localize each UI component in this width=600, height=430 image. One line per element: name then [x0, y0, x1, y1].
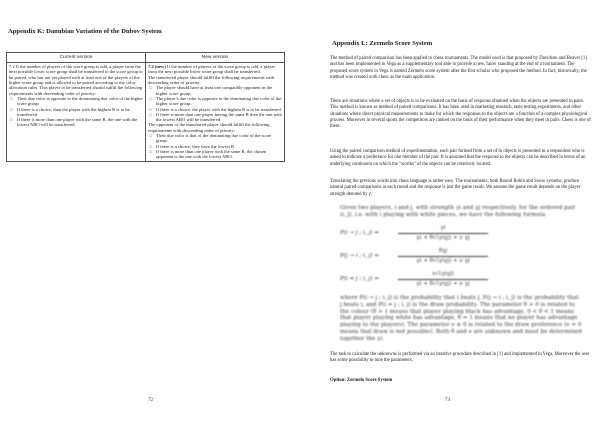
equation-loss-denominator: γi + θ√(γiγj) + ν γj — [416, 257, 470, 264]
new-rule-lead-text: If the number of players of the score group is odd, a player from the next possible lower score group shall be transferred. — [148, 64, 276, 75]
equation-win-fraction — [398, 225, 488, 242]
option-label: Option: Zermelo Score System — [330, 378, 393, 383]
rule-number: 7.2 (new) — [148, 64, 166, 70]
equation-win-numerator: γi — [398, 225, 488, 234]
paragraph-intro: The method of paired comparison has been applied to chess tournaments. The model used is that proposed by Davidson and Beaver [1] and has been implemented in Vega as a supplementary tool able to provide a new, fairer standing at the end of a tournament. The proposed score system in Vega is named Zermelo score system after the first scholar who proposed the method. In fact, historically, the method was created with chess as the main application. — [330, 56, 587, 80]
new-rule-lead — [148, 64, 282, 75]
table-header-row — [7, 53, 285, 63]
equation-loss-numerator: θγj — [398, 248, 488, 257]
list-item: □ If there is more than one player with the same R, the chosen opponent is the one with the lowest ARO. — [148, 149, 282, 160]
paragraph-method: There are situations where a set of objects is to be evaluated on the basis of response obtained when the objects are presented in pairs. This method is known as method of paired comparisons. It has been used in marketing research, taste testing experiments, and other situations where direct physical measurements to make for which the responses to the objects are a function of a complex physiological process. Moreover in several sports the competitors are ranked on the basis of their performance when they meet in pairs. Chess is one of them. — [330, 99, 591, 130]
comparison-table — [6, 52, 285, 162]
appendix-k-title: Appendix K: Danubian Variation of the Dubov System — [8, 28, 162, 35]
new-rule-bullets-a — [148, 85, 282, 122]
formula-explanation: where P(i → j ; i, j) is the probability that i beats j, P(j → i ; i, j) is the probability that j beats i, and P(i = j ; i, j) is the draw probability. The parameter θ > 0 is related to the colour (θ > 1 means that player playing black has advantage, 0 < θ < 1 means that player playing white has advantage, θ = 1 means that no player has advantage playing to the players). The parameter ν ≥ 0 is related to the draw preference (ν = 0 means that draw is not possible). Both θ and ν are unknown and must be determined together the γi. — [340, 295, 582, 342]
new-rule-bullets-b — [148, 133, 282, 159]
equation-draw-fraction — [398, 271, 488, 288]
column-header-new: New version — [146, 53, 285, 63]
list-item: □ If there is a choice, the player with the highest R is to be transferred. — [148, 107, 282, 112]
equation-win-lhs: P(i → j ; i, j) = — [340, 230, 379, 236]
equation-draw-denominator: γi + θ√(γiγj) + ν γj — [416, 280, 470, 287]
list-item: □ The player's due color is opposite to the dominating due color of the higher score group. — [148, 96, 282, 107]
equation-win-denominator: γi + θ√(γiγj) + ν γj — [416, 234, 470, 241]
formula-intro: Given two players, i and j, with strength γi and γj respectively, for the ordered pair (i, j), i.e. with i playing with white pieces, we have the following formula — [340, 205, 576, 218]
list-item: □ The player should have at least one compatible opponent in the higher score group. — [148, 85, 282, 96]
current-version-cell — [7, 63, 146, 162]
appendix-l-title: Appendix L: Zermelo Score System — [332, 40, 433, 47]
paragraph-chess: Translating the previous words into chess language is rather easy. The tournaments, both Round Robin and Swiss systems, produce natural paired comparisons at each round and the response is just the game result. We assume the game result depends on the player strength denoted by γ. — [330, 179, 581, 197]
paragraph-procedure: The task to calculate the unknowns is performed via an iterative procedure described in [1] and implemented in Vega. Moreover the user has some possibility to tune the parameters. — [330, 352, 590, 364]
equation-draw-lhs: P(i = j ; i, j) = — [340, 276, 379, 282]
table-row — [7, 63, 285, 162]
equation-draw-numerator: ν√(γiγj) — [398, 271, 488, 280]
new-rule-paragraph-3: The opponent of the transferred player should fulfill the following requirements with descending order of priority: — [148, 122, 270, 133]
list-item: □ If there is more than one player with the same R, the one with the lowest ARO will be transferred. — [9, 117, 143, 128]
current-rule-bullets — [9, 96, 143, 128]
list-item: □ Their due color is that of the dominating due color of the score group. — [148, 133, 282, 144]
equation-loss-lhs: P(j → i ; i, j) = — [340, 253, 379, 259]
page-number-left: 72 — [148, 398, 153, 403]
paragraph-experiment: Using the paired comparison method of experimentation, each pair formed from a set of m objects is presented to a respondent who is asked to indicate a preference for one member of the pair. It is assumed that the response to the objects can be described in terms of an underlying continuum on which the "worths" of the objects can be relatively located. — [330, 149, 586, 167]
right-page — [300, 0, 600, 424]
list-item: □ Their due color is opposite to the dominating due color of the higher score group. — [9, 96, 143, 107]
new-version-cell — [146, 63, 285, 162]
equation-loss-fraction — [398, 248, 488, 265]
new-rule-paragraph-2: The transferred player should fulfill the following requirements with descending order of priority: — [148, 74, 275, 86]
left-page — [0, 0, 300, 424]
column-header-current: Current version — [7, 53, 146, 63]
blurred-formula-block — [340, 205, 588, 430]
list-item: □ If there is more than one player having the same R then the one with the lowest ARO will be transferred. — [148, 112, 282, 123]
page-number-right: 73 — [445, 398, 450, 403]
current-rule-paragraph: 7.2 If the number of players of the score group is odd, a player from the next possible lower score group shall be transferred to the score group to be paired, who has not yet played with at least one of the players of the higher score group and is allowed to be paired according to the color allocation rules. This player to be transferred should fulfill the following requirements with descending order of priority: — [9, 64, 143, 96]
list-item: □ If there is a choice, than the player with the highest R is to be transferred. — [9, 107, 143, 118]
list-item: □ If there is a choice, they have the lowest R. — [148, 144, 282, 149]
